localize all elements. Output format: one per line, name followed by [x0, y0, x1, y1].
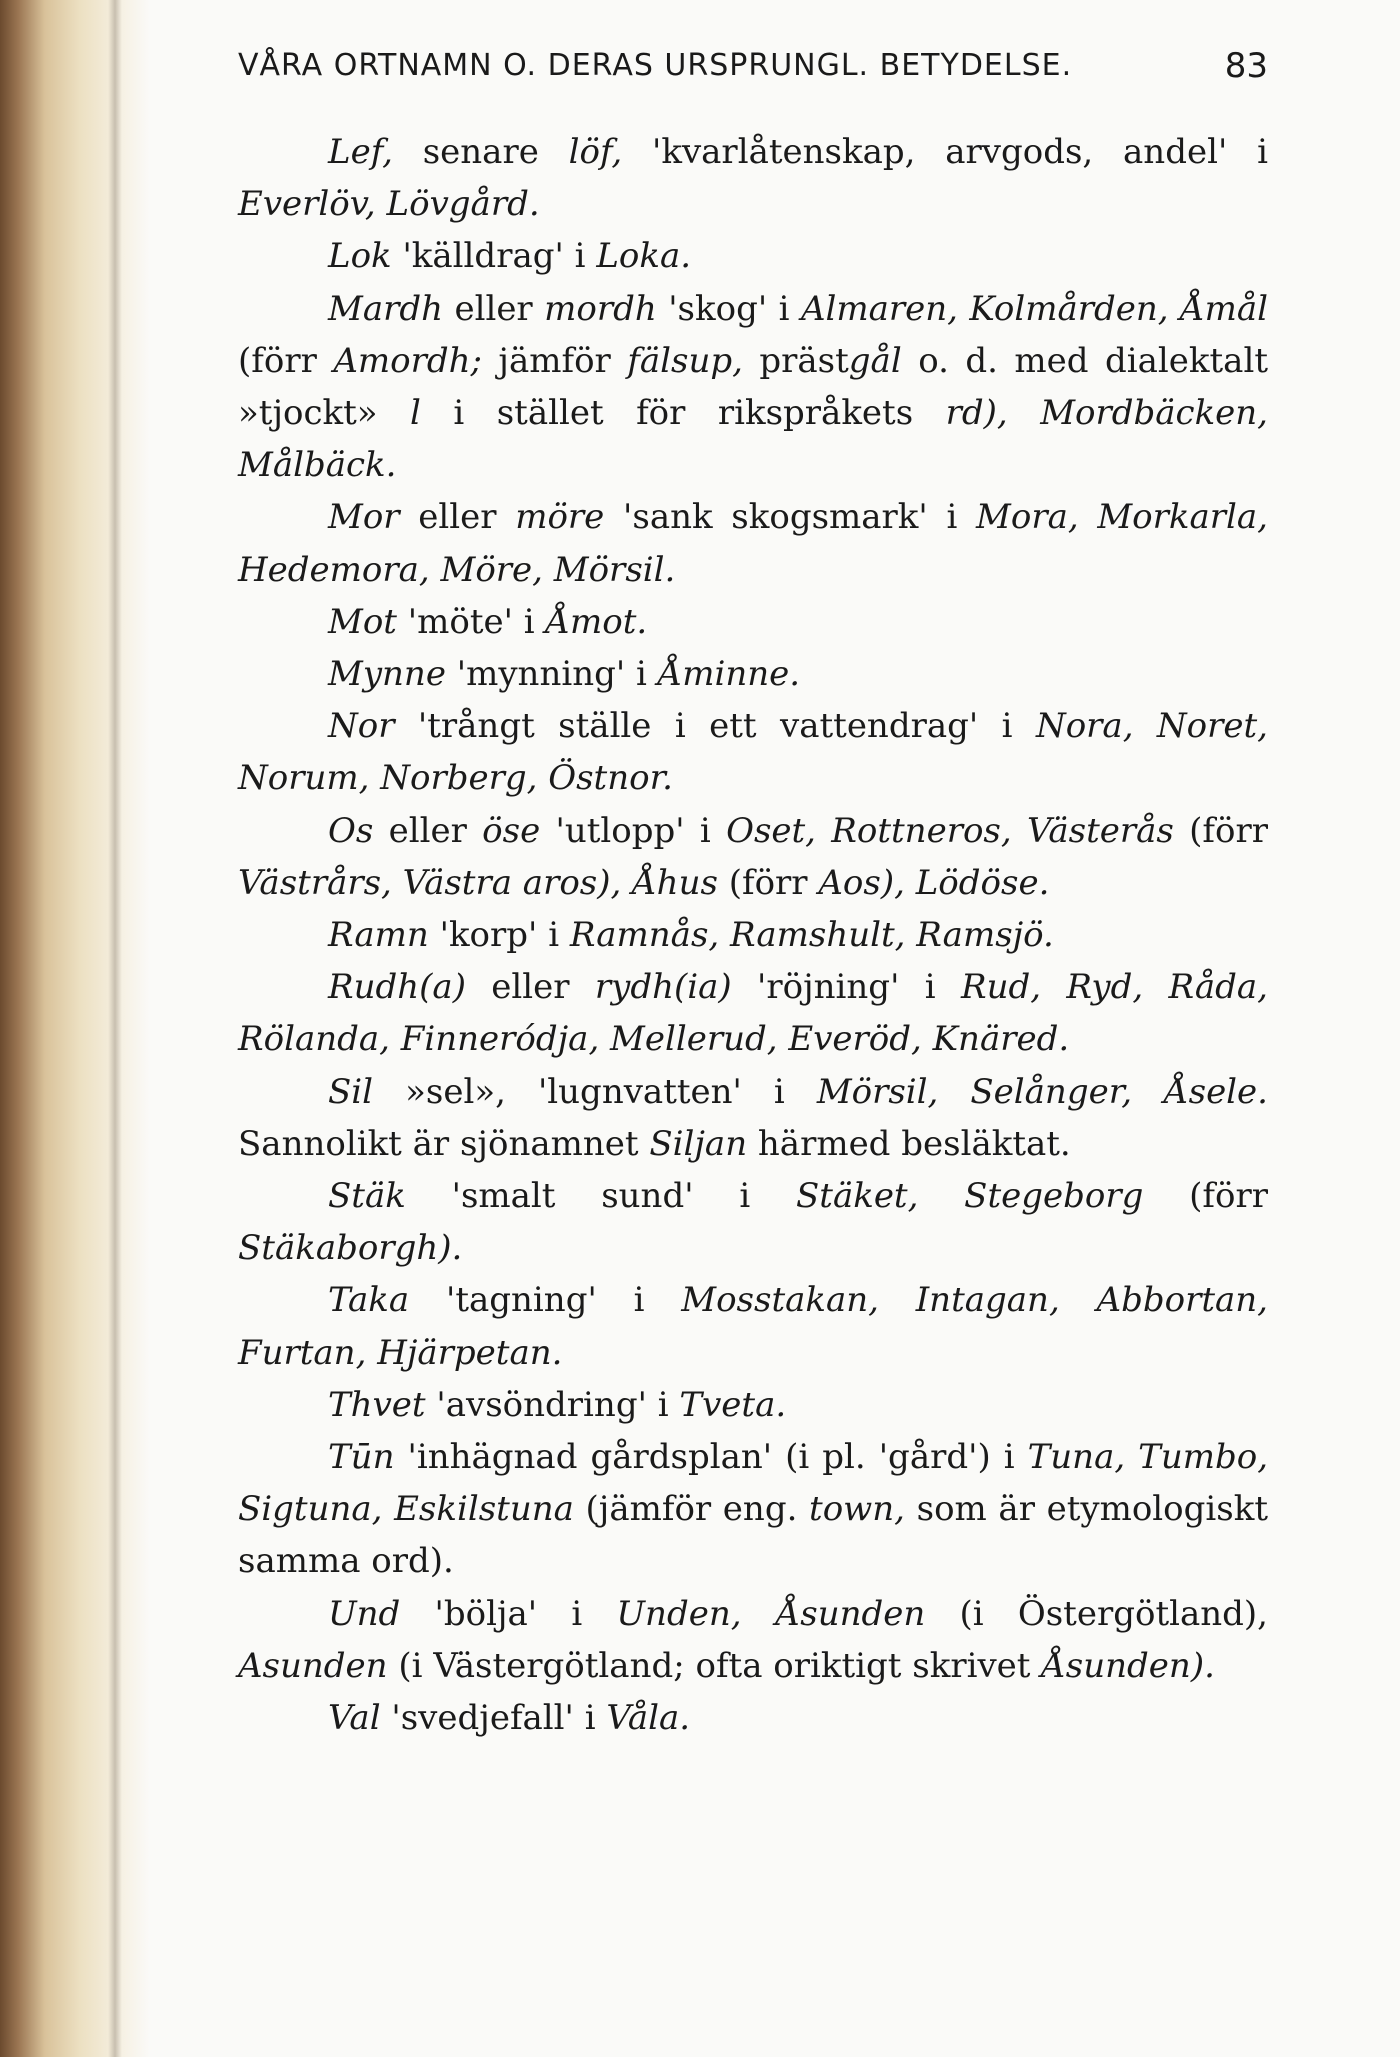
glossary-entry [238, 805, 1268, 909]
glossary-entry [238, 700, 1268, 804]
entry-text: »sel», 'lugnvatten' i [373, 1071, 817, 1112]
italic-term: Tūn [328, 1437, 395, 1478]
entry-text: 'skog' i [656, 288, 801, 329]
italic-term: Unden, Åsunden [616, 1593, 926, 1634]
italic-term: Sil [328, 1071, 374, 1112]
italic-term: Amordh; [333, 340, 482, 381]
italic-term: Nor [328, 706, 395, 747]
glossary-entry [238, 491, 1268, 595]
entry-text: 'bölja' i [400, 1593, 617, 1634]
entry-text: i stället för rikspråkets [420, 393, 946, 434]
page-number: 83 [1224, 46, 1268, 86]
italic-term: Ramn [328, 915, 429, 956]
glossary-entry [238, 1431, 1268, 1588]
italic-term: Mor [328, 497, 400, 538]
glossary-entry [238, 1588, 1268, 1692]
italic-term: l [410, 393, 421, 434]
entry-text: (i Västergötland; ofta oriktigt skrivet [387, 1645, 1042, 1686]
glossary-entry [238, 961, 1268, 1065]
entry-text: 'källdrag' i [391, 236, 597, 277]
italic-term: Åmot. [545, 601, 648, 642]
entry-text: 'röjning' i [731, 967, 961, 1008]
italic-term: Mordbäcken, Målbäck. [238, 393, 1268, 486]
italic-term: rydh(ia) [594, 967, 732, 1008]
italic-term: Siljan [649, 1123, 748, 1164]
glossary-entry [238, 596, 1268, 648]
italic-term: Lok [328, 236, 392, 277]
entry-text: eller [399, 497, 516, 538]
italic-term: Val [328, 1698, 381, 1739]
italic-term: Lef, [328, 132, 393, 172]
italic-term: Oset, Rottneros, Västerås [726, 810, 1174, 851]
italic-term: Almaren, Kolmården, Åmål [800, 288, 1269, 329]
italic-term: Rud, Ryd, Råda, Rölanda, Finneródja, Mellerud, Everöd, Knäred. [238, 967, 1268, 1060]
italic-term: rd), [945, 393, 1008, 434]
entry-text: (i Östergötland), [925, 1593, 1268, 1634]
entry-text [1008, 393, 1040, 433]
glossary-entry [238, 648, 1268, 700]
italic-term: öse [482, 810, 541, 851]
italic-term: Stäk [328, 1176, 406, 1217]
glossary-entry [238, 909, 1268, 961]
italic-term: Åsunden). [1041, 1645, 1215, 1686]
entry-text: eller [443, 288, 545, 329]
glossary-entry [238, 1379, 1268, 1431]
entry-text: 'sank skogsmark' i [604, 497, 977, 538]
italic-term: fälsup, [627, 340, 743, 381]
gutter-shadow [108, 0, 122, 2057]
italic-term: gål [848, 340, 902, 381]
italic-term: Nora, Noret, Norum, Norberg, Östnor. [238, 706, 1268, 799]
italic-term: Tuna, Tumbo, Sigtuna, Eskilstuna [238, 1437, 1269, 1530]
italic-term: Rudh(a) [328, 967, 466, 1008]
italic-term: Åminne. [657, 654, 801, 695]
italic-term: Tveta. [679, 1384, 787, 1425]
entry-text: eller [465, 967, 595, 1008]
running-title: VÅRA ORTNAMN O. DERAS URSPRUNGL. BETYDELSE. [238, 48, 1073, 83]
entry-text: 'svedjefall' i [380, 1698, 607, 1739]
italic-term: mordh [544, 288, 657, 329]
entry-text: 'utlopp' i [540, 810, 727, 851]
italic-term: Und [328, 1593, 401, 1634]
entry-text: 'möte' i [396, 601, 546, 642]
italic-term: Loka. [596, 236, 692, 277]
entry-text: 'smalt sund' i [405, 1176, 796, 1217]
italic-term: Mardh [328, 288, 443, 329]
italic-term: Stäkaborgh). [238, 1228, 463, 1269]
entry-text: (förr [717, 862, 819, 903]
entry-text: 'kvarlåtenskap, arvgods, andel' i [622, 132, 1269, 172]
entry-text: präst [742, 340, 849, 381]
entry-text: o. d. med dialektalt »tjockt» [238, 340, 1268, 434]
italic-term: Våla. [606, 1698, 691, 1739]
italic-term: Os [328, 810, 374, 851]
entry-text: 'avsöndring' i [425, 1384, 680, 1425]
italic-term: Asunden [238, 1645, 388, 1686]
italic-term: möre [515, 497, 605, 538]
italic-term: Ramnås, Ramshult, Ramsjö. [569, 915, 1054, 956]
glossary-entry [238, 1274, 1268, 1378]
glossary-entry [238, 1692, 1268, 1744]
entry-text: eller [373, 810, 483, 851]
italic-term: Mynne [328, 654, 446, 695]
italic-term: Everlöv, Lövgård. [238, 184, 540, 225]
glossary-body [238, 126, 1268, 1744]
entry-text: (förr [238, 340, 334, 381]
glossary-entry [238, 230, 1268, 282]
book-page [238, 40, 1268, 2000]
entry-text: (jämför eng. [573, 1489, 810, 1530]
entry-text: 'trångt ställe i ett vattendrag' i [394, 706, 1036, 747]
entry-text: 'korp' i [428, 915, 570, 956]
entry-text: 'inhägnad gårdsplan' (i pl. 'gård') i [394, 1437, 1028, 1478]
entry-text: 'mynning' i [445, 654, 658, 695]
page-header [238, 48, 1268, 108]
glossary-entry [238, 283, 1268, 492]
book-spine-shadow [0, 0, 150, 2057]
entry-text: härmed besläktat. [747, 1123, 1071, 1164]
glossary-entry [238, 126, 1268, 230]
italic-term: löf, [568, 132, 623, 172]
italic-term: Aos), Lödöse. [818, 862, 1050, 903]
glossary-entry [238, 1066, 1268, 1170]
italic-term: Stäket, Stegeborg [795, 1176, 1144, 1217]
italic-term: Mörsil, Selånger, Åsele. [816, 1071, 1268, 1112]
entry-text: (förr [1173, 810, 1268, 851]
glossary-entry [238, 1170, 1268, 1274]
italic-term: Mot [328, 601, 397, 642]
italic-term: Västrårs, Västra aros), Åhus [238, 862, 718, 903]
italic-term: Mosstakan, Intagan, Abbortan, Furtan, Hjärpetan. [238, 1280, 1268, 1373]
entry-text: jämför [481, 340, 628, 381]
italic-term: Thvet [328, 1384, 426, 1425]
entry-text: (förr [1143, 1176, 1268, 1217]
italic-term: Taka [328, 1280, 410, 1321]
italic-term: Mora, Morkarla, Hedemora, Möre, Mörsil. [238, 497, 1268, 590]
entry-text: som är etymologiskt samma ord). [238, 1489, 1268, 1582]
entry-text: senare [392, 132, 569, 172]
entry-text: Sannolikt är sjönamnet [238, 1123, 650, 1164]
entry-text: 'tagning' i [409, 1280, 682, 1321]
italic-term: town, [809, 1489, 905, 1530]
